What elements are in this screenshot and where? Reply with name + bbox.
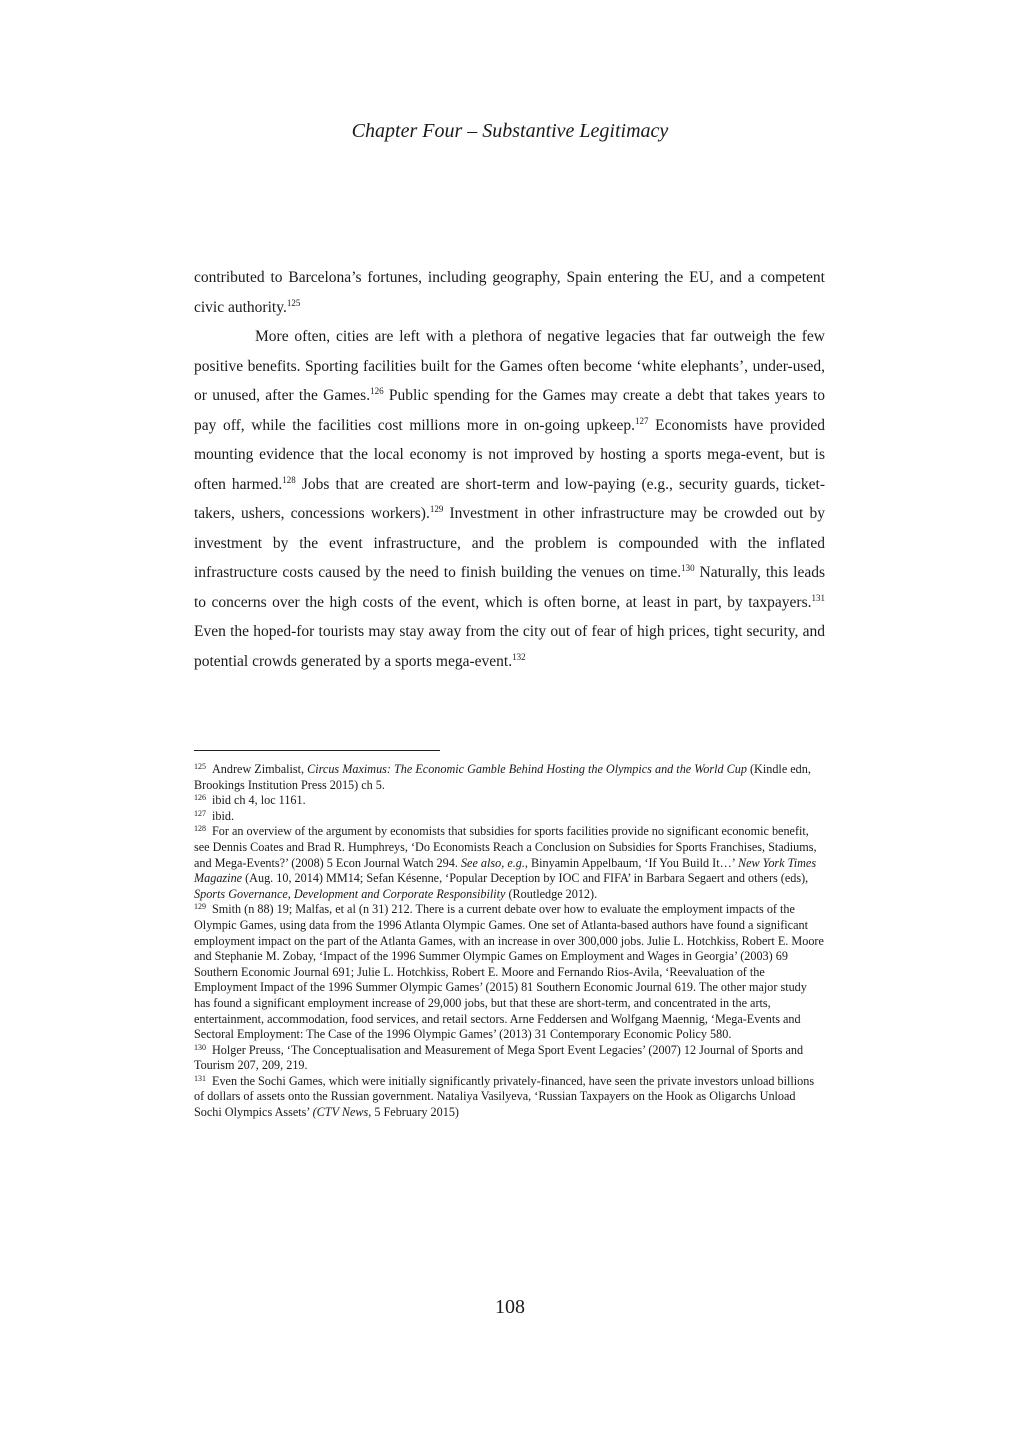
footnote-text: For an overview of the argument by economists that subsidies for sports facilities provide no significant economic benefit, see Dennis Coates and Brad R. Humphreys, ‘Do Economists Reach a Conclusion on Subsidies for Sports Franchises, Stadiums, and Mega-Events?’ (2008) 5 Econ Journal Watch 294. [194, 824, 817, 870]
footnote-ref-131: 131 [811, 592, 825, 603]
footnotes [194, 762, 825, 1121]
footnote-text: (Kindle edn, Brookings Institution Press 2015) ch 5. [194, 762, 811, 792]
footnote-number: 125 [194, 762, 206, 771]
sentence-5: Investment in other infrastructure may be crowded out by investment by the event infrastructure, and the problem is compounded with the inflated infrastructure costs caused by the need to finish building the venues on time. [194, 505, 825, 581]
body-text [194, 263, 825, 676]
footnote-text: Even the Sochi Games, which were initially significantly privately-financed, have seen the private investors unload billions of dollars of assets onto the Russian government. Nataliya Vasilyeva, ‘Russian Taxpayers on the Hook as Oligarchs Unload Sochi Olympics Assets’ [194, 1073, 815, 1120]
footnote-text: Andrew Zimbalist, [212, 762, 308, 776]
footnote-title: (CTV News [312, 1105, 369, 1120]
footnote-text: Holger Preuss, ‘The Conceptualisation and Measurement of Mega Sport Event Legacies’ (2007) 12 Journal of Sports and Tourism 207, 209, 219. [194, 1042, 804, 1073]
sentence-3: Economists have provided mounting evidence that the local economy is not improved by hosting a sports mega-event, but is often harmed. [194, 416, 825, 493]
footnote-text: Smith (n 88) 19; Malfas, et al (n 31) 212. There is a current debate over how to evaluate the employment impacts of the Olympic Games, using data from the 1996 Atlanta Olympic Games. One set of Atlanta-based authors have found a significant employment impact on the part of the Atlanta Games, with an increase in over 300,000 jobs. Julie L. Hotchkiss, Robert E. Moore and Stephanie M. Zobay, ‘Impact of the 1996 Summer Olympic Games on Employment and Wages in Georgia’ (2003) 69 Southern Economic Journal 691; Julie L. Hotchkiss, Robert E. Moore and Fernando Rios-Avila, ‘Reevaluation of the Employment Impact of the 1996 Summer Olympic Games’ (2015) 81 Southern Economic Journal 619. The other major study has found a significant employment increase of 29,000 jobs, but that these are short-term, and concentrated in the arts, entertainment, accommodation, food services, and retail sectors. Arne Feddersen and Wolfgang Maennig, ‘Mega-Events and Sectoral Employment: The Case of the 1996 Olympic Games’ (2013) 31 Contemporary Economic Policy 580. [194, 902, 824, 1042]
footnote-ref-126: 126 [370, 386, 384, 396]
footnote-number: 128 [194, 824, 206, 834]
footnote-127 [194, 809, 825, 825]
footnote-number: 127 [194, 808, 206, 818]
footnote-title: New York Times Magazine [194, 855, 817, 886]
footnote-title: Circus Maximus: The Economic Gamble Behind Hosting the Olympics and the World Cup [307, 762, 747, 776]
sentence-2: Public spending for the Games may create a debt that takes years to pay off, while the facilities cost millions more in on-going upkeep. [194, 387, 825, 434]
footnote-126 [194, 793, 825, 809]
paragraph-1 [194, 263, 825, 322]
footnote-ref-132: 132 [512, 651, 526, 662]
footnote-number: 129 [194, 902, 206, 912]
footnote-ref-125: 125 [286, 297, 301, 308]
footnote-ref-127: 127 [635, 415, 649, 426]
footnote-text: (Aug. 10, 2014) MM14; Sefan Késenne, ‘Popular Deception by IOC and FIFA’ in Barbara Segaert and others (eds), [242, 871, 809, 886]
footnote-text: (Routledge 2012). [505, 886, 598, 901]
footnote-131 [194, 1074, 825, 1121]
running-header: Chapter Four – Substantive Legitimacy [351, 120, 669, 142]
footnote-ref-129: 129 [429, 504, 444, 514]
footnote-text: , Binyamin Appelbaum, ‘If You Build It…’ [524, 855, 738, 870]
footnote-ref-130: 130 [681, 563, 695, 573]
sentence-4: Jobs that are created are short-term and low-paying (e.g., security guards, ticket-takers, ushers, concessions workers). [194, 475, 826, 522]
footnote-text: , 5 February 2015) [368, 1105, 459, 1120]
footnote-130 [194, 1043, 825, 1074]
footnote-number: 126 [194, 793, 206, 803]
footnote-signal: See also, e.g. [460, 855, 525, 870]
sentence-1: More often, cities are left with a plethora of negative legacies that far outweigh the few positive benefits. Sporting facilities built for the Games often become ‘white elephants’, under-used, or unused, after the Games. [194, 328, 825, 404]
page-number: 108 [495, 1296, 525, 1318]
footnote-ref-128: 128 [282, 474, 296, 485]
footnote-125 [194, 762, 825, 793]
footnote-number: 131 [194, 1073, 206, 1083]
footnote-129 [194, 902, 825, 1042]
sentence-7: Even the hoped-for tourists may stay away from the city out of fear of high prices, tight security, and potential crowds generated by a sports mega-event. [194, 623, 825, 670]
footnote-separator [194, 750, 440, 751]
paragraph-2 [194, 322, 825, 676]
footnote-text: ibid ch 4, loc 1161. [212, 793, 306, 808]
paragraph-1-text: contributed to Barcelona’s fortunes, including geography, Spain entering the EU, and a competent civic authority. [194, 269, 825, 316]
sentence-6: Naturally, this leads to concerns over the high costs of the event, which is often borne, at least in part, by taxpayers. [194, 564, 825, 611]
footnote-title: Sports Governance, Development and Corporate Responsibility [194, 886, 506, 901]
footnote-128 [194, 824, 825, 902]
footnote-text: ibid. [212, 808, 235, 823]
footnote-number: 130 [194, 1042, 206, 1052]
